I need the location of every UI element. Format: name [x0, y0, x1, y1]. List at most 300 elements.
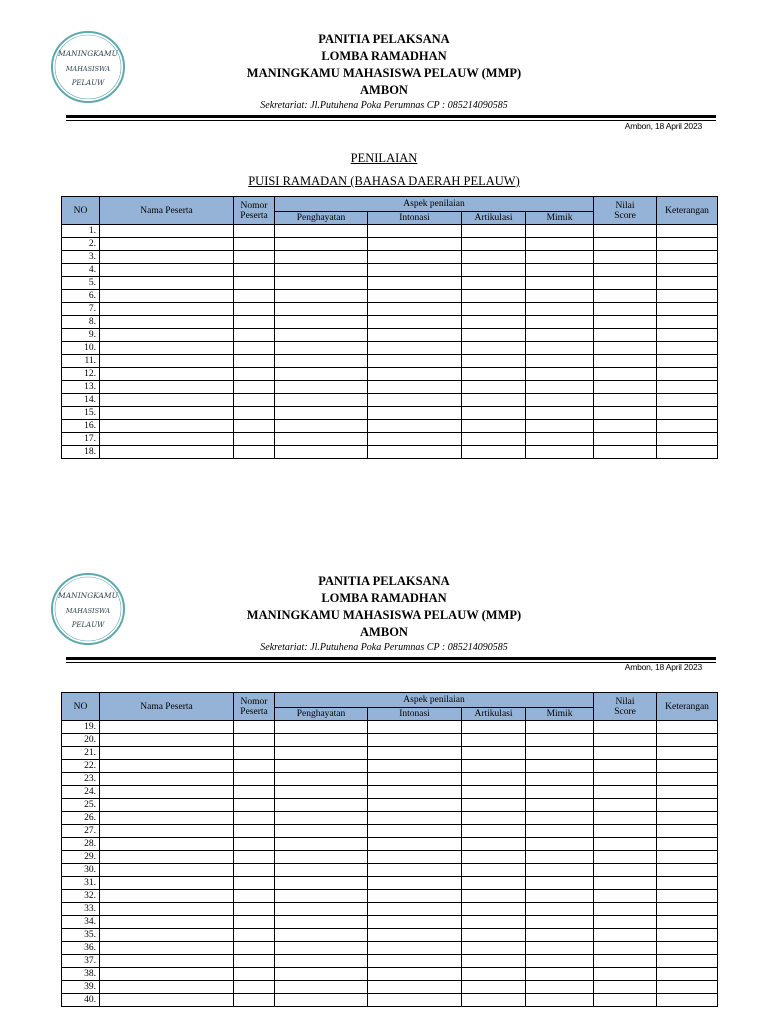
penghayatan-cell[interactable] — [275, 903, 368, 916]
penghayatan-cell[interactable] — [275, 303, 368, 316]
notes-cell[interactable] — [657, 851, 718, 864]
notes-cell[interactable] — [657, 394, 718, 407]
intonasi-cell[interactable] — [368, 225, 462, 238]
artikulasi-cell[interactable] — [462, 734, 526, 747]
participant-number-cell[interactable] — [234, 942, 275, 955]
artikulasi-cell[interactable] — [462, 877, 526, 890]
notes-cell[interactable] — [657, 225, 718, 238]
participant-name-cell[interactable] — [100, 786, 234, 799]
penghayatan-cell[interactable] — [275, 264, 368, 277]
artikulasi-cell[interactable] — [462, 851, 526, 864]
penghayatan-cell[interactable] — [275, 786, 368, 799]
artikulasi-cell[interactable] — [462, 368, 526, 381]
notes-cell[interactable] — [657, 381, 718, 394]
notes-cell[interactable] — [657, 773, 718, 786]
participant-name-cell[interactable] — [100, 942, 234, 955]
score-cell[interactable] — [594, 929, 657, 942]
mimik-cell[interactable] — [526, 238, 594, 251]
artikulasi-cell[interactable] — [462, 225, 526, 238]
mimik-cell[interactable] — [526, 303, 594, 316]
score-cell[interactable] — [594, 368, 657, 381]
intonasi-cell[interactable] — [368, 760, 462, 773]
notes-cell[interactable] — [657, 303, 718, 316]
notes-cell[interactable] — [657, 942, 718, 955]
intonasi-cell[interactable] — [368, 381, 462, 394]
score-cell[interactable] — [594, 851, 657, 864]
participant-number-cell[interactable] — [234, 773, 275, 786]
artikulasi-cell[interactable] — [462, 394, 526, 407]
participant-number-cell[interactable] — [234, 407, 275, 420]
artikulasi-cell[interactable] — [462, 381, 526, 394]
intonasi-cell[interactable] — [368, 394, 462, 407]
penghayatan-cell[interactable] — [275, 329, 368, 342]
notes-cell[interactable] — [657, 355, 718, 368]
artikulasi-cell[interactable] — [462, 721, 526, 734]
penghayatan-cell[interactable] — [275, 877, 368, 890]
participant-name-cell[interactable] — [100, 916, 234, 929]
notes-cell[interactable] — [657, 747, 718, 760]
score-cell[interactable] — [594, 303, 657, 316]
penghayatan-cell[interactable] — [275, 316, 368, 329]
mimik-cell[interactable] — [526, 890, 594, 903]
intonasi-cell[interactable] — [368, 903, 462, 916]
score-cell[interactable] — [594, 877, 657, 890]
participant-name-cell[interactable] — [100, 277, 234, 290]
artikulasi-cell[interactable] — [462, 446, 526, 459]
mimik-cell[interactable] — [526, 799, 594, 812]
participant-number-cell[interactable] — [234, 955, 275, 968]
mimik-cell[interactable] — [526, 773, 594, 786]
notes-cell[interactable] — [657, 734, 718, 747]
mimik-cell[interactable] — [526, 407, 594, 420]
participant-name-cell[interactable] — [100, 407, 234, 420]
score-cell[interactable] — [594, 968, 657, 981]
participant-number-cell[interactable] — [234, 890, 275, 903]
mimik-cell[interactable] — [526, 316, 594, 329]
score-cell[interactable] — [594, 721, 657, 734]
mimik-cell[interactable] — [526, 329, 594, 342]
penghayatan-cell[interactable] — [275, 407, 368, 420]
participant-name-cell[interactable] — [100, 355, 234, 368]
participant-number-cell[interactable] — [234, 877, 275, 890]
notes-cell[interactable] — [657, 316, 718, 329]
intonasi-cell[interactable] — [368, 342, 462, 355]
participant-number-cell[interactable] — [234, 277, 275, 290]
mimik-cell[interactable] — [526, 851, 594, 864]
notes-cell[interactable] — [657, 864, 718, 877]
participant-name-cell[interactable] — [100, 877, 234, 890]
artikulasi-cell[interactable] — [462, 277, 526, 290]
participant-name-cell[interactable] — [100, 734, 234, 747]
penghayatan-cell[interactable] — [275, 381, 368, 394]
participant-name-cell[interactable] — [100, 929, 234, 942]
notes-cell[interactable] — [657, 407, 718, 420]
notes-cell[interactable] — [657, 994, 718, 1007]
intonasi-cell[interactable] — [368, 812, 462, 825]
mimik-cell[interactable] — [526, 381, 594, 394]
score-cell[interactable] — [594, 381, 657, 394]
participant-name-cell[interactable] — [100, 368, 234, 381]
mimik-cell[interactable] — [526, 394, 594, 407]
score-cell[interactable] — [594, 734, 657, 747]
participant-name-cell[interactable] — [100, 825, 234, 838]
participant-name-cell[interactable] — [100, 394, 234, 407]
score-cell[interactable] — [594, 446, 657, 459]
participant-name-cell[interactable] — [100, 799, 234, 812]
participant-number-cell[interactable] — [234, 225, 275, 238]
score-cell[interactable] — [594, 342, 657, 355]
participant-number-cell[interactable] — [234, 825, 275, 838]
participant-name-cell[interactable] — [100, 420, 234, 433]
artikulasi-cell[interactable] — [462, 316, 526, 329]
intonasi-cell[interactable] — [368, 316, 462, 329]
intonasi-cell[interactable] — [368, 994, 462, 1007]
intonasi-cell[interactable] — [368, 277, 462, 290]
participant-name-cell[interactable] — [100, 303, 234, 316]
artikulasi-cell[interactable] — [462, 303, 526, 316]
participant-name-cell[interactable] — [100, 290, 234, 303]
participant-number-cell[interactable] — [234, 760, 275, 773]
notes-cell[interactable] — [657, 329, 718, 342]
mimik-cell[interactable] — [526, 368, 594, 381]
intonasi-cell[interactable] — [368, 747, 462, 760]
penghayatan-cell[interactable] — [275, 799, 368, 812]
intonasi-cell[interactable] — [368, 877, 462, 890]
score-cell[interactable] — [594, 407, 657, 420]
participant-number-cell[interactable] — [234, 264, 275, 277]
score-cell[interactable] — [594, 238, 657, 251]
intonasi-cell[interactable] — [368, 368, 462, 381]
intonasi-cell[interactable] — [368, 942, 462, 955]
intonasi-cell[interactable] — [368, 981, 462, 994]
participant-number-cell[interactable] — [234, 916, 275, 929]
participant-name-cell[interactable] — [100, 851, 234, 864]
score-cell[interactable] — [594, 420, 657, 433]
mimik-cell[interactable] — [526, 420, 594, 433]
intonasi-cell[interactable] — [368, 433, 462, 446]
artikulasi-cell[interactable] — [462, 342, 526, 355]
notes-cell[interactable] — [657, 721, 718, 734]
score-cell[interactable] — [594, 786, 657, 799]
penghayatan-cell[interactable] — [275, 851, 368, 864]
participant-name-cell[interactable] — [100, 968, 234, 981]
participant-number-cell[interactable] — [234, 812, 275, 825]
intonasi-cell[interactable] — [368, 355, 462, 368]
score-cell[interactable] — [594, 394, 657, 407]
score-cell[interactable] — [594, 316, 657, 329]
artikulasi-cell[interactable] — [462, 407, 526, 420]
notes-cell[interactable] — [657, 251, 718, 264]
score-cell[interactable] — [594, 277, 657, 290]
participant-name-cell[interactable] — [100, 316, 234, 329]
artikulasi-cell[interactable] — [462, 420, 526, 433]
participant-number-cell[interactable] — [234, 747, 275, 760]
score-cell[interactable] — [594, 355, 657, 368]
participant-name-cell[interactable] — [100, 225, 234, 238]
penghayatan-cell[interactable] — [275, 734, 368, 747]
penghayatan-cell[interactable] — [275, 890, 368, 903]
intonasi-cell[interactable] — [368, 251, 462, 264]
notes-cell[interactable] — [657, 903, 718, 916]
mimik-cell[interactable] — [526, 786, 594, 799]
artikulasi-cell[interactable] — [462, 864, 526, 877]
participant-name-cell[interactable] — [100, 981, 234, 994]
penghayatan-cell[interactable] — [275, 225, 368, 238]
participant-name-cell[interactable] — [100, 381, 234, 394]
artikulasi-cell[interactable] — [462, 929, 526, 942]
penghayatan-cell[interactable] — [275, 394, 368, 407]
mimik-cell[interactable] — [526, 264, 594, 277]
mimik-cell[interactable] — [526, 251, 594, 264]
score-cell[interactable] — [594, 890, 657, 903]
mimik-cell[interactable] — [526, 825, 594, 838]
mimik-cell[interactable] — [526, 760, 594, 773]
participant-name-cell[interactable] — [100, 342, 234, 355]
notes-cell[interactable] — [657, 238, 718, 251]
notes-cell[interactable] — [657, 277, 718, 290]
participant-number-cell[interactable] — [234, 303, 275, 316]
mimik-cell[interactable] — [526, 355, 594, 368]
participant-number-cell[interactable] — [234, 420, 275, 433]
intonasi-cell[interactable] — [368, 929, 462, 942]
participant-name-cell[interactable] — [100, 251, 234, 264]
artikulasi-cell[interactable] — [462, 968, 526, 981]
score-cell[interactable] — [594, 838, 657, 851]
mimik-cell[interactable] — [526, 838, 594, 851]
notes-cell[interactable] — [657, 916, 718, 929]
artikulasi-cell[interactable] — [462, 955, 526, 968]
penghayatan-cell[interactable] — [275, 942, 368, 955]
artikulasi-cell[interactable] — [462, 916, 526, 929]
intonasi-cell[interactable] — [368, 916, 462, 929]
participant-number-cell[interactable] — [234, 238, 275, 251]
score-cell[interactable] — [594, 264, 657, 277]
artikulasi-cell[interactable] — [462, 238, 526, 251]
participant-name-cell[interactable] — [100, 864, 234, 877]
penghayatan-cell[interactable] — [275, 238, 368, 251]
notes-cell[interactable] — [657, 342, 718, 355]
intonasi-cell[interactable] — [368, 786, 462, 799]
participant-number-cell[interactable] — [234, 994, 275, 1007]
mimik-cell[interactable] — [526, 446, 594, 459]
participant-name-cell[interactable] — [100, 329, 234, 342]
participant-number-cell[interactable] — [234, 355, 275, 368]
penghayatan-cell[interactable] — [275, 446, 368, 459]
mimik-cell[interactable] — [526, 955, 594, 968]
score-cell[interactable] — [594, 825, 657, 838]
notes-cell[interactable] — [657, 446, 718, 459]
penghayatan-cell[interactable] — [275, 838, 368, 851]
participant-number-cell[interactable] — [234, 734, 275, 747]
mimik-cell[interactable] — [526, 864, 594, 877]
notes-cell[interactable] — [657, 968, 718, 981]
mimik-cell[interactable] — [526, 734, 594, 747]
penghayatan-cell[interactable] — [275, 812, 368, 825]
participant-number-cell[interactable] — [234, 864, 275, 877]
mimik-cell[interactable] — [526, 290, 594, 303]
participant-name-cell[interactable] — [100, 812, 234, 825]
intonasi-cell[interactable] — [368, 851, 462, 864]
participant-name-cell[interactable] — [100, 955, 234, 968]
penghayatan-cell[interactable] — [275, 864, 368, 877]
artikulasi-cell[interactable] — [462, 994, 526, 1007]
artikulasi-cell[interactable] — [462, 812, 526, 825]
intonasi-cell[interactable] — [368, 955, 462, 968]
participant-name-cell[interactable] — [100, 747, 234, 760]
notes-cell[interactable] — [657, 981, 718, 994]
penghayatan-cell[interactable] — [275, 994, 368, 1007]
intonasi-cell[interactable] — [368, 420, 462, 433]
score-cell[interactable] — [594, 329, 657, 342]
mimik-cell[interactable] — [526, 747, 594, 760]
penghayatan-cell[interactable] — [275, 251, 368, 264]
participant-number-cell[interactable] — [234, 342, 275, 355]
participant-number-cell[interactable] — [234, 394, 275, 407]
penghayatan-cell[interactable] — [275, 368, 368, 381]
artikulasi-cell[interactable] — [462, 903, 526, 916]
intonasi-cell[interactable] — [368, 290, 462, 303]
mimik-cell[interactable] — [526, 277, 594, 290]
mimik-cell[interactable] — [526, 721, 594, 734]
intonasi-cell[interactable] — [368, 773, 462, 786]
penghayatan-cell[interactable] — [275, 981, 368, 994]
participant-number-cell[interactable] — [234, 903, 275, 916]
penghayatan-cell[interactable] — [275, 420, 368, 433]
score-cell[interactable] — [594, 290, 657, 303]
penghayatan-cell[interactable] — [275, 760, 368, 773]
participant-number-cell[interactable] — [234, 786, 275, 799]
penghayatan-cell[interactable] — [275, 290, 368, 303]
participant-number-cell[interactable] — [234, 838, 275, 851]
score-cell[interactable] — [594, 942, 657, 955]
penghayatan-cell[interactable] — [275, 277, 368, 290]
score-cell[interactable] — [594, 760, 657, 773]
artikulasi-cell[interactable] — [462, 825, 526, 838]
notes-cell[interactable] — [657, 368, 718, 381]
score-cell[interactable] — [594, 864, 657, 877]
score-cell[interactable] — [594, 773, 657, 786]
intonasi-cell[interactable] — [368, 968, 462, 981]
participant-number-cell[interactable] — [234, 721, 275, 734]
artikulasi-cell[interactable] — [462, 981, 526, 994]
mimik-cell[interactable] — [526, 929, 594, 942]
notes-cell[interactable] — [657, 290, 718, 303]
notes-cell[interactable] — [657, 890, 718, 903]
participant-name-cell[interactable] — [100, 890, 234, 903]
notes-cell[interactable] — [657, 433, 718, 446]
notes-cell[interactable] — [657, 799, 718, 812]
participant-name-cell[interactable] — [100, 264, 234, 277]
penghayatan-cell[interactable] — [275, 955, 368, 968]
artikulasi-cell[interactable] — [462, 760, 526, 773]
intonasi-cell[interactable] — [368, 446, 462, 459]
intonasi-cell[interactable] — [368, 890, 462, 903]
participant-number-cell[interactable] — [234, 329, 275, 342]
mimik-cell[interactable] — [526, 812, 594, 825]
intonasi-cell[interactable] — [368, 838, 462, 851]
participant-number-cell[interactable] — [234, 290, 275, 303]
score-cell[interactable] — [594, 225, 657, 238]
score-cell[interactable] — [594, 747, 657, 760]
artikulasi-cell[interactable] — [462, 786, 526, 799]
artikulasi-cell[interactable] — [462, 838, 526, 851]
penghayatan-cell[interactable] — [275, 342, 368, 355]
penghayatan-cell[interactable] — [275, 929, 368, 942]
mimik-cell[interactable] — [526, 942, 594, 955]
score-cell[interactable] — [594, 812, 657, 825]
intonasi-cell[interactable] — [368, 734, 462, 747]
participant-number-cell[interactable] — [234, 251, 275, 264]
participant-name-cell[interactable] — [100, 760, 234, 773]
mimik-cell[interactable] — [526, 903, 594, 916]
participant-number-cell[interactable] — [234, 316, 275, 329]
participant-name-cell[interactable] — [100, 903, 234, 916]
mimik-cell[interactable] — [526, 994, 594, 1007]
participant-number-cell[interactable] — [234, 433, 275, 446]
participant-number-cell[interactable] — [234, 381, 275, 394]
penghayatan-cell[interactable] — [275, 747, 368, 760]
artikulasi-cell[interactable] — [462, 329, 526, 342]
intonasi-cell[interactable] — [368, 264, 462, 277]
mimik-cell[interactable] — [526, 433, 594, 446]
participant-name-cell[interactable] — [100, 721, 234, 734]
participant-number-cell[interactable] — [234, 981, 275, 994]
intonasi-cell[interactable] — [368, 238, 462, 251]
artikulasi-cell[interactable] — [462, 773, 526, 786]
artikulasi-cell[interactable] — [462, 290, 526, 303]
intonasi-cell[interactable] — [368, 799, 462, 812]
mimik-cell[interactable] — [526, 968, 594, 981]
participant-number-cell[interactable] — [234, 799, 275, 812]
artikulasi-cell[interactable] — [462, 264, 526, 277]
score-cell[interactable] — [594, 994, 657, 1007]
notes-cell[interactable] — [657, 955, 718, 968]
intonasi-cell[interactable] — [368, 329, 462, 342]
penghayatan-cell[interactable] — [275, 355, 368, 368]
participant-number-cell[interactable] — [234, 968, 275, 981]
participant-number-cell[interactable] — [234, 929, 275, 942]
artikulasi-cell[interactable] — [462, 890, 526, 903]
penghayatan-cell[interactable] — [275, 721, 368, 734]
participant-name-cell[interactable] — [100, 446, 234, 459]
artikulasi-cell[interactable] — [462, 942, 526, 955]
intonasi-cell[interactable] — [368, 303, 462, 316]
artikulasi-cell[interactable] — [462, 355, 526, 368]
score-cell[interactable] — [594, 433, 657, 446]
participant-name-cell[interactable] — [100, 838, 234, 851]
artikulasi-cell[interactable] — [462, 799, 526, 812]
penghayatan-cell[interactable] — [275, 825, 368, 838]
score-cell[interactable] — [594, 799, 657, 812]
penghayatan-cell[interactable] — [275, 916, 368, 929]
notes-cell[interactable] — [657, 877, 718, 890]
score-cell[interactable] — [594, 916, 657, 929]
artikulasi-cell[interactable] — [462, 433, 526, 446]
notes-cell[interactable] — [657, 825, 718, 838]
penghayatan-cell[interactable] — [275, 773, 368, 786]
artikulasi-cell[interactable] — [462, 251, 526, 264]
score-cell[interactable] — [594, 903, 657, 916]
mimik-cell[interactable] — [526, 342, 594, 355]
participant-name-cell[interactable] — [100, 773, 234, 786]
intonasi-cell[interactable] — [368, 407, 462, 420]
artikulasi-cell[interactable] — [462, 747, 526, 760]
notes-cell[interactable] — [657, 420, 718, 433]
mimik-cell[interactable] — [526, 877, 594, 890]
notes-cell[interactable] — [657, 812, 718, 825]
penghayatan-cell[interactable] — [275, 433, 368, 446]
mimik-cell[interactable] — [526, 981, 594, 994]
